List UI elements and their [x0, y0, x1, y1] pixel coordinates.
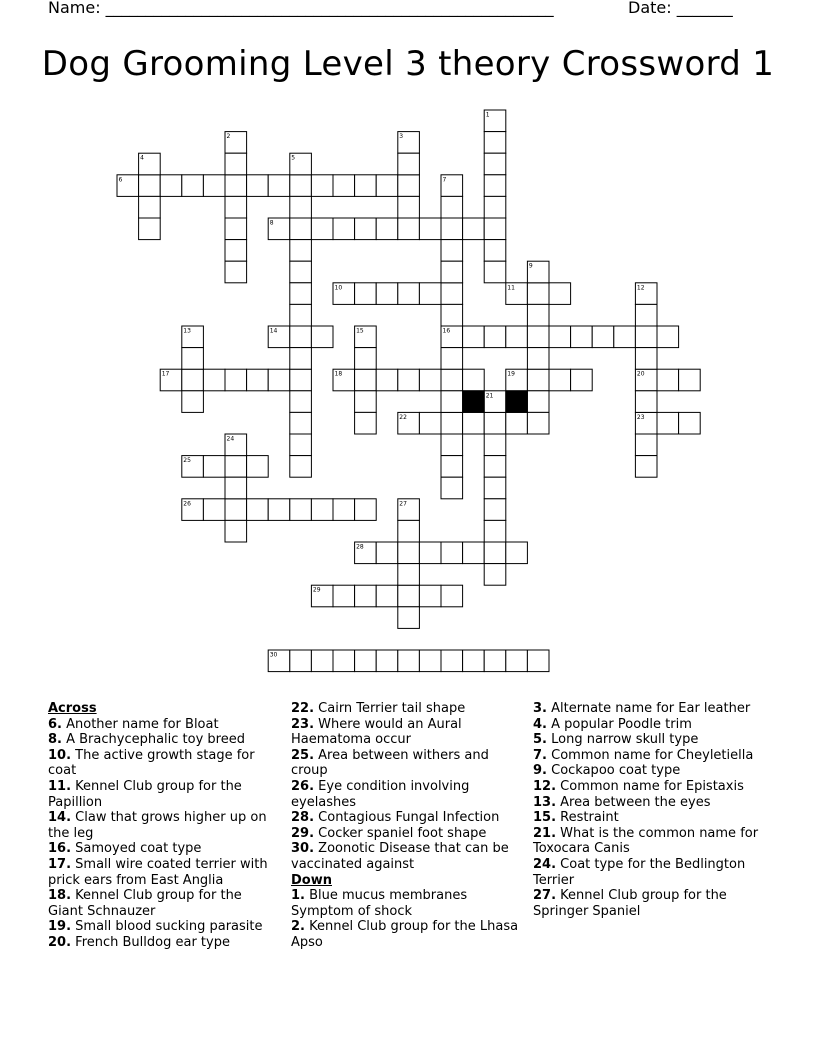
clue-number: 5	[291, 154, 296, 162]
clue-item	[48, 810, 276, 841]
clue-text: A popular Poodle trim	[546, 716, 692, 732]
grid-cell[interactable]	[441, 391, 463, 413]
grid-cell[interactable]	[398, 650, 420, 672]
clue-text: Area between withers and croup	[291, 747, 489, 779]
grid-cell[interactable]	[419, 650, 441, 672]
grid-cell[interactable]	[203, 499, 225, 521]
grid-cell[interactable]	[311, 175, 333, 197]
clue-number: 26	[183, 500, 191, 508]
grid-cell[interactable]	[247, 369, 269, 391]
grid-cell[interactable]	[225, 175, 247, 197]
clue-item	[291, 888, 519, 919]
clue-number: 15	[356, 327, 364, 335]
grid-cell[interactable]	[398, 218, 420, 240]
grid-cell[interactable]	[311, 499, 333, 521]
grid-cell[interactable]	[419, 412, 441, 434]
grid-cell[interactable]	[311, 650, 333, 672]
clue-num: 20.	[48, 934, 72, 950]
clue-text: Long narrow skull type	[546, 732, 699, 748]
grid-cell[interactable]	[484, 520, 506, 542]
clue-item	[48, 748, 276, 779]
grid-cell[interactable]	[355, 391, 377, 413]
grid-cell[interactable]	[441, 196, 463, 218]
grid-cell[interactable]	[527, 391, 549, 413]
name-field[interactable]: Name: ________________________________________________________	[48, 0, 554, 17]
grid-cell[interactable]	[355, 369, 377, 391]
clue-text: Alternate name for Ear leather	[546, 701, 751, 716]
clue-text: Samoyed coat type	[71, 841, 202, 857]
grid-cell[interactable]	[419, 218, 441, 240]
clue-text: Kennel Club group for the Papillion	[48, 778, 242, 810]
clue-number: 13	[183, 327, 191, 335]
clue-number: 19	[507, 370, 515, 378]
clue-number: 4	[140, 154, 144, 162]
clue-num: 5.	[533, 732, 547, 748]
clue-number: 17	[161, 370, 170, 378]
grid-cell[interactable]	[333, 175, 355, 197]
grid-cell[interactable]	[355, 175, 377, 197]
grid-cell[interactable]	[398, 175, 420, 197]
grid-cell[interactable]	[419, 283, 441, 305]
grid-cell[interactable]	[657, 326, 679, 348]
grid-cell[interactable]	[290, 348, 312, 370]
clue-number: 10	[334, 284, 343, 292]
clue-item	[291, 919, 519, 950]
grid-cell[interactable]	[225, 218, 247, 240]
grid-cell[interactable]	[484, 153, 506, 175]
grid-cell[interactable]	[398, 369, 420, 391]
clue-text: The active growth stage for coat	[48, 747, 255, 779]
grid-cell[interactable]	[484, 261, 506, 283]
clue-num: 11.	[48, 778, 72, 794]
grid-cell[interactable]	[441, 261, 463, 283]
clue-num: 9.	[533, 763, 547, 779]
grid-cell[interactable]	[441, 650, 463, 672]
grid-cell[interactable]	[355, 585, 377, 607]
grid-cell[interactable]	[376, 218, 398, 240]
grid-cell[interactable]	[527, 283, 549, 305]
grid-cell[interactable]	[484, 196, 506, 218]
grid-cell[interactable]	[290, 261, 312, 283]
grid-cell[interactable]	[376, 175, 398, 197]
clue-column-3	[533, 701, 769, 919]
grid-cell[interactable]	[398, 196, 420, 218]
clue-text: Common name for Epistaxis	[556, 778, 744, 794]
grid-cell[interactable]	[398, 564, 420, 586]
grid-cell[interactable]	[506, 326, 528, 348]
grid-cell[interactable]	[484, 132, 506, 154]
grid-cell[interactable]	[290, 499, 312, 521]
grid-cell[interactable]	[139, 218, 161, 240]
clue-item	[291, 779, 519, 810]
grid-cell[interactable]	[225, 520, 247, 542]
grid-cell[interactable]	[355, 348, 377, 370]
grid-cell[interactable]	[355, 650, 377, 672]
clue-item	[291, 841, 519, 872]
clue-text: Kennel Club group for the Lhasa Apso	[291, 919, 519, 950]
clue-text: Area between the eyes	[556, 794, 711, 810]
grid-cell[interactable]	[635, 304, 657, 326]
grid-block	[506, 391, 528, 413]
clue-number: 29	[312, 586, 321, 594]
grid-cell[interactable]	[679, 369, 701, 391]
clue-number: 12	[636, 284, 645, 292]
clue-number: 21	[485, 392, 494, 400]
clue-text: Kennel Club group for the Springer Spaniel	[533, 888, 727, 919]
grid-cell[interactable]	[398, 153, 420, 175]
grid-cell[interactable]	[484, 218, 506, 240]
grid-cell[interactable]	[527, 369, 549, 391]
clue-item	[533, 717, 769, 733]
grid-cell[interactable]	[290, 218, 312, 240]
clue-num: 21.	[533, 825, 557, 841]
grid-cell[interactable]	[398, 283, 420, 305]
grid-cell[interactable]	[290, 412, 312, 434]
grid-cell[interactable]	[635, 456, 657, 478]
grid-cell[interactable]	[355, 218, 377, 240]
grid-cell[interactable]	[290, 240, 312, 262]
grid-cell[interactable]	[484, 542, 506, 564]
grid-cell[interactable]	[355, 283, 377, 305]
grid-cell[interactable]	[441, 456, 463, 478]
clue-item	[48, 888, 276, 919]
clue-text: Zoonotic Disease that can be vaccinated against	[291, 841, 509, 872]
clue-num: 4.	[533, 716, 547, 732]
clue-item	[48, 919, 276, 935]
clue-number: 11	[507, 284, 515, 292]
clue-text: Restraint	[556, 810, 619, 826]
clue-number: 22	[399, 413, 407, 421]
grid-cell[interactable]	[635, 348, 657, 370]
grid-cell[interactable]	[441, 304, 463, 326]
grid-cell[interactable]	[333, 585, 355, 607]
clue-number: 8	[269, 219, 274, 227]
grid-cell[interactable]	[484, 477, 506, 499]
grid-cell[interactable]	[290, 391, 312, 413]
grid-cell[interactable]	[506, 412, 528, 434]
grid-cell[interactable]	[268, 499, 290, 521]
clue-number: 30	[269, 651, 278, 659]
clue-item	[48, 779, 276, 810]
clue-text: Blue mucus membranes Symptom of shock	[291, 888, 468, 919]
grid-cell[interactable]	[376, 650, 398, 672]
grid-cell[interactable]	[463, 369, 485, 391]
grid-cell[interactable]	[484, 240, 506, 262]
clue-item	[533, 826, 769, 857]
grid-cell[interactable]	[376, 283, 398, 305]
clue-item	[533, 748, 769, 764]
clue-number: 7	[442, 176, 447, 184]
grid-cell[interactable]	[484, 650, 506, 672]
grid-cell[interactable]	[139, 196, 161, 218]
grid-cell[interactable]	[441, 240, 463, 262]
grid-cell[interactable]	[182, 369, 204, 391]
clue-num: 8.	[48, 732, 62, 748]
clue-item	[533, 810, 769, 826]
clue-num: 1.	[291, 888, 305, 904]
grid-cell[interactable]	[592, 326, 614, 348]
grid-cell[interactable]	[571, 369, 593, 391]
grid-cell[interactable]	[441, 218, 463, 240]
grid-cell[interactable]	[139, 175, 161, 197]
clue-num: 28.	[291, 810, 315, 826]
clue-text: Small blood sucking parasite	[71, 919, 263, 935]
clue-num: 10.	[48, 747, 72, 763]
clue-num: 22.	[291, 701, 315, 716]
grid-cell[interactable]	[657, 369, 679, 391]
clue-number: 23	[636, 413, 645, 421]
grid-cell[interactable]	[225, 240, 247, 262]
clue-text: Another name for Bloat	[61, 716, 219, 732]
grid-cell[interactable]	[484, 412, 506, 434]
grid-cell[interactable]	[311, 326, 333, 348]
grid-cell[interactable]	[290, 304, 312, 326]
clue-num: 25.	[291, 747, 315, 763]
grid-cell[interactable]	[463, 412, 485, 434]
grid-cell[interactable]	[203, 456, 225, 478]
grid-cell[interactable]	[463, 326, 485, 348]
grid-cell[interactable]	[463, 218, 485, 240]
grid-cell[interactable]	[635, 434, 657, 456]
clue-text: Common name for Cheyletiella	[546, 747, 754, 763]
clue-num: 30.	[291, 841, 315, 857]
grid-cell[interactable]	[635, 326, 657, 348]
grid-cell[interactable]	[311, 218, 333, 240]
grid-cell[interactable]	[225, 499, 247, 521]
grid-cell[interactable]	[182, 348, 204, 370]
clue-item	[291, 810, 519, 826]
grid-cell[interactable]	[398, 585, 420, 607]
grid-cell[interactable]	[355, 412, 377, 434]
grid-cell[interactable]	[290, 175, 312, 197]
grid-cell[interactable]	[506, 650, 528, 672]
clue-item	[48, 857, 276, 888]
grid-cell[interactable]	[247, 499, 269, 521]
grid-cell[interactable]	[398, 607, 420, 629]
clue-number: 18	[334, 370, 343, 378]
clue-text: Eye condition involving eyelashes	[291, 778, 470, 810]
clue-text: Where would an Aural Haematoma occur	[291, 716, 462, 748]
clue-num: 24.	[533, 856, 557, 872]
clue-number: 16	[442, 327, 451, 335]
clue-num: 16.	[48, 841, 72, 857]
clue-item	[533, 732, 769, 748]
clue-num: 19.	[48, 919, 72, 935]
clue-number: 3	[399, 133, 404, 141]
grid-cell[interactable]	[376, 542, 398, 564]
grid-cell[interactable]	[376, 585, 398, 607]
grid-cell[interactable]	[268, 369, 290, 391]
page-title: Dog Grooming Level 3 theory Crossword 1	[41, 44, 775, 84]
grid-cell[interactable]	[484, 175, 506, 197]
clue-num: 14.	[48, 810, 72, 826]
clue-item	[48, 935, 276, 951]
grid-cell[interactable]	[484, 499, 506, 521]
grid-cell[interactable]	[549, 369, 571, 391]
clue-item	[533, 701, 769, 717]
grid-cell[interactable]	[419, 369, 441, 391]
date-field[interactable]: Date: _______	[628, 0, 733, 17]
clue-num: 13.	[533, 794, 557, 810]
grid-cell[interactable]	[247, 175, 269, 197]
clue-num: 29.	[291, 825, 315, 841]
clue-num: 2.	[291, 919, 305, 935]
clue-item	[48, 732, 276, 748]
across-heading: Across	[48, 701, 97, 716]
grid-cell[interactable]	[182, 175, 204, 197]
grid-cell[interactable]	[290, 650, 312, 672]
grid-cell[interactable]	[614, 326, 636, 348]
grid-cell[interactable]	[441, 348, 463, 370]
clue-number: 1	[485, 111, 490, 119]
clue-text: What is the common name for Toxocara Canis	[533, 825, 759, 857]
clue-number: 14	[269, 327, 278, 335]
clue-item	[533, 795, 769, 811]
grid-cell[interactable]	[398, 520, 420, 542]
grid-cell[interactable]	[333, 218, 355, 240]
clue-item	[291, 717, 519, 748]
clue-text: Cocker spaniel foot shape	[314, 825, 487, 841]
grid-cell[interactable]	[441, 585, 463, 607]
clue-item	[533, 779, 769, 795]
grid-cell[interactable]	[225, 153, 247, 175]
grid-cell[interactable]	[441, 434, 463, 456]
clue-num: 27.	[533, 888, 557, 904]
clue-number: 9	[528, 262, 533, 270]
grid-cell[interactable]	[225, 261, 247, 283]
clue-text: Small wire coated terrier with prick ears from East Anglia	[48, 856, 268, 888]
grid-cell[interactable]	[333, 650, 355, 672]
grid-cell[interactable]	[657, 412, 679, 434]
grid-cell[interactable]	[290, 369, 312, 391]
grid-cell[interactable]	[527, 326, 549, 348]
clue-num: 6.	[48, 716, 62, 732]
clue-number: 20	[636, 370, 645, 378]
clue-num: 18.	[48, 888, 72, 904]
clue-item	[291, 701, 519, 717]
clue-num: 15.	[533, 810, 557, 826]
clue-item	[291, 826, 519, 842]
clue-item	[533, 857, 769, 888]
grid-cell[interactable]	[419, 585, 441, 607]
clue-num: 7.	[533, 747, 547, 763]
grid-cell[interactable]	[441, 542, 463, 564]
grid-cell[interactable]	[463, 650, 485, 672]
grid-cell[interactable]	[355, 499, 377, 521]
grid-cell[interactable]	[549, 326, 571, 348]
grid-cell[interactable]	[506, 542, 528, 564]
clue-num: 23.	[291, 716, 315, 732]
grid-cell[interactable]	[247, 456, 269, 478]
down-heading: Down	[291, 872, 332, 888]
grid-cell[interactable]	[527, 412, 549, 434]
grid-cell[interactable]	[635, 391, 657, 413]
grid-cell[interactable]	[398, 542, 420, 564]
grid-cell[interactable]	[225, 369, 247, 391]
clue-num: 17.	[48, 856, 72, 872]
clue-item	[533, 763, 769, 779]
grid-cell[interactable]	[376, 369, 398, 391]
grid-cell[interactable]	[160, 175, 182, 197]
clue-num: 12.	[533, 778, 557, 794]
grid-cell[interactable]	[441, 283, 463, 305]
clue-text: Claw that grows higher up on the leg	[48, 810, 267, 841]
grid-block	[463, 391, 485, 413]
grid-cell[interactable]	[290, 326, 312, 348]
clue-item	[533, 888, 769, 919]
grid-cell[interactable]	[527, 650, 549, 672]
grid-cell[interactable]	[484, 326, 506, 348]
clue-text: Cockapoo coat type	[546, 763, 681, 779]
clue-item	[48, 717, 276, 733]
grid-cell[interactable]	[463, 542, 485, 564]
grid-cell[interactable]	[290, 283, 312, 305]
grid-cell[interactable]	[527, 304, 549, 326]
clue-item	[291, 748, 519, 779]
grid-cell[interactable]	[549, 283, 571, 305]
grid-cell[interactable]	[225, 196, 247, 218]
grid-cell[interactable]	[441, 412, 463, 434]
clue-text: Contagious Fungal Infection	[314, 810, 500, 826]
grid-cell[interactable]	[203, 175, 225, 197]
grid-cell[interactable]	[571, 326, 593, 348]
clue-number: 25	[183, 457, 191, 465]
grid-cell[interactable]	[182, 391, 204, 413]
clue-text: Cairn Terrier tail shape	[314, 701, 466, 716]
clue-number: 2	[226, 133, 231, 141]
clue-text: French Bulldog ear type	[71, 934, 230, 950]
clue-number: 27	[399, 500, 407, 508]
clue-num: 3.	[533, 701, 547, 716]
grid-cell[interactable]	[225, 477, 247, 499]
grid-cell[interactable]	[290, 456, 312, 478]
grid-cell[interactable]	[333, 499, 355, 521]
clue-number: 24	[226, 435, 235, 443]
grid-cell[interactable]	[419, 542, 441, 564]
grid-cell[interactable]	[225, 456, 247, 478]
grid-cell[interactable]	[484, 564, 506, 586]
grid-cell[interactable]	[527, 348, 549, 370]
clue-number: 28	[356, 543, 364, 551]
clue-text: Kennel Club group for the Giant Schnauzer	[48, 888, 242, 919]
grid-cell[interactable]	[268, 175, 290, 197]
grid-cell[interactable]	[290, 434, 312, 456]
clue-item	[48, 841, 276, 857]
grid-cell[interactable]	[441, 477, 463, 499]
clue-text: A Brachycephalic toy breed	[61, 732, 245, 748]
clue-text: Coat type for the Bedlington Terrier	[533, 856, 746, 888]
clue-num: 26.	[291, 778, 315, 794]
grid-cell[interactable]	[484, 434, 506, 456]
grid-cell[interactable]	[484, 456, 506, 478]
grid-cell[interactable]	[441, 369, 463, 391]
grid-cell[interactable]	[203, 369, 225, 391]
clue-number: 6	[118, 176, 123, 184]
grid-cell[interactable]	[679, 412, 701, 434]
clue-column-1	[48, 701, 276, 951]
grid-cell[interactable]	[290, 196, 312, 218]
clue-column-2	[291, 701, 519, 951]
